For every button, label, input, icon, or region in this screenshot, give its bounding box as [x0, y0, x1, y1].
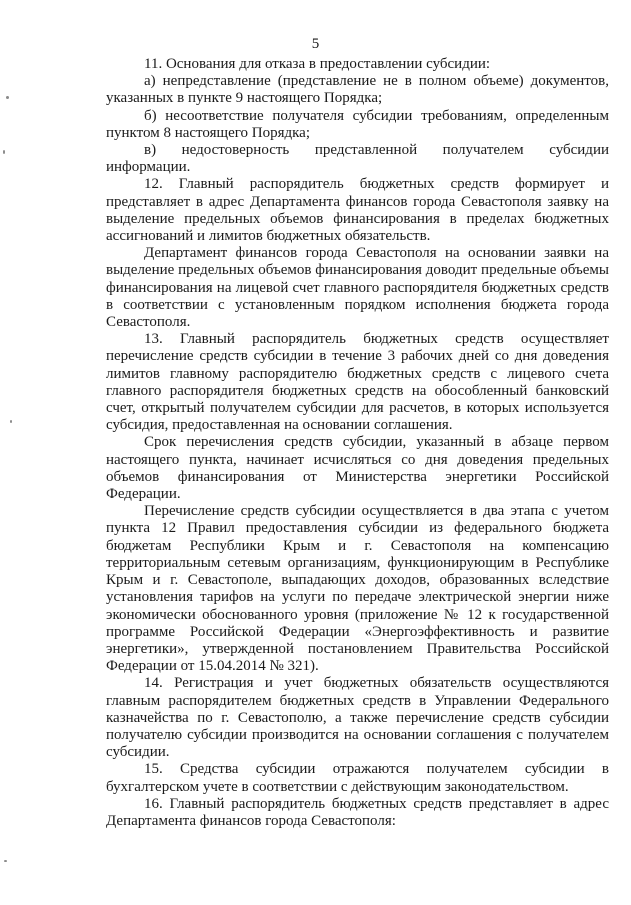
paragraph-14: 14. Регистрация и учет бюджетных обязательств осуществляются главным распорядителем бюджетных средств в Управлении Федерального казначейства по г. Севастополю, а также перечисление средств субсидии получателю субсидии производится на основании соглашения с получателем субсидии.	[106, 675, 609, 761]
page-number: 5	[311, 36, 320, 52]
paragraph-12: 12. Главный распорядитель бюджетных средств формирует и представляет в адрес Департамента финансов города Севастополя заявку на выделение предельных объемов финансирования в пределах бюджетных ассигнований и лимитов бюджетных обязательств.	[106, 176, 609, 245]
paragraph-13-term: Срок перечисления средств субсидии, указанный в абзаце первом настоящего пункта, начинает исчисляться со дня доведения предельных объемов финансирования от Министерства энергетики Российской Федерации.	[106, 434, 609, 503]
paragraph-12-cont: Департамент финансов города Севастополя на основании заявки на выделение предельных объемов финансирования доводит предельные объемы финансирования на лицевой счет главного распорядителя бюджетных средств в соответствии с установленным порядком исполнения бюджета города Севастополя.	[106, 245, 609, 331]
scan-speck	[4, 860, 7, 862]
paragraph-11-a: а) непредставление (представление не в полном объеме) документов, указанных в пункте 9 настоящего Порядка;	[106, 73, 609, 107]
paragraph-15: 15. Средства субсидии отражаются получателем субсидии в бухгалтерском учете в соответствии с действующим законодательством.	[106, 761, 609, 795]
paragraph-13-stages: Перечисление средств субсидии осуществляется в два этапа с учетом пункта 12 Правил предоставления субсидии из федерального бюджета бюджетам Республики Крым и г. Севастополя на компенсацию территориальным сетевым организациям, функционирующим в Республике Крым и г. Севастополе, выпадающих доходов, образованных вследствие установления тарифов на услуги по передаче электрической энергии ниже экономически обоснованного уровня (приложение № 12 к государственной программе Российской Федерации «Энергоэффективность и развитие энергетики», утвержденной постановлением Правительства Российской Федерации от 15.04.2014 № 321).	[106, 503, 609, 675]
scan-speck	[3, 150, 5, 154]
paragraph-16: 16. Главный распорядитель бюджетных средств представляет в адрес Департамента финансов города Севастополя:	[106, 795, 609, 829]
paragraph-11-b: б) несоответствие получателя субсидии требованиям, определенным пунктом 8 настоящего Порядка;	[106, 107, 609, 141]
paragraph-11-v: в) недостоверность представленной получателем субсидии информации.	[106, 142, 609, 176]
scan-speck	[10, 420, 12, 423]
paragraph-11: 11. Основания для отказа в предоставлении субсидии:	[144, 56, 491, 72]
paragraph-13: 13. Главный распорядитель бюджетных средств осуществляет перечисление средств субсидии в течение 3 рабочих дней со дня доведения лимитов главному распорядителю бюджетных средств с лицевого счета главного распорядителя бюджетных средств на обособленный банковский счет, открытый получателем субсидии для расчетов, в которых используется субсидия, предоставленная на основании соглашения.	[106, 331, 609, 434]
scan-speck	[6, 96, 9, 99]
document-body	[106, 56, 609, 830]
